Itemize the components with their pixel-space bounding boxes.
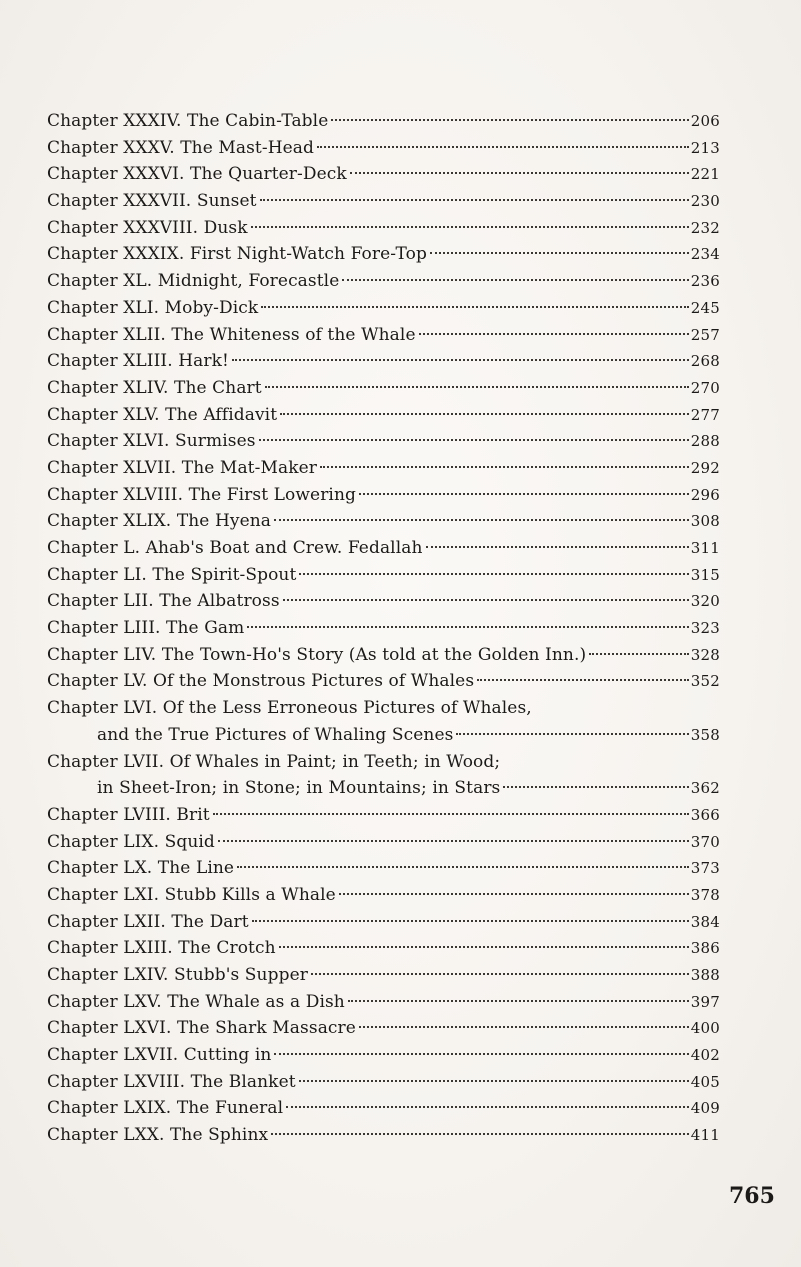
dot-leader bbox=[286, 1106, 689, 1108]
dot-leader bbox=[456, 733, 688, 735]
dot-leader bbox=[589, 653, 689, 655]
toc-entry bbox=[47, 428, 720, 455]
dot-leader bbox=[419, 333, 689, 335]
toc-entry bbox=[47, 375, 720, 402]
chapter-title: Chapter XXXV. The Mast-Head bbox=[47, 137, 315, 158]
chapter-page-number: 388 bbox=[690, 966, 720, 984]
chapter-title: Chapter XXXVIII. Dusk bbox=[47, 217, 248, 238]
toc-entry bbox=[47, 268, 720, 295]
toc-entry bbox=[47, 855, 720, 882]
dot-leader bbox=[503, 786, 688, 788]
chapter-title: Chapter LIII. The Gam bbox=[47, 618, 245, 639]
dot-leader bbox=[218, 840, 689, 842]
dot-leader bbox=[430, 252, 689, 254]
chapter-page-number: 234 bbox=[690, 245, 720, 264]
toc-entry bbox=[47, 482, 720, 509]
chapter-title: Chapter LVI. Of the Less Erroneous Pictures of Whales, bbox=[47, 698, 532, 719]
chapter-title: Chapter LII. The Albatross bbox=[47, 591, 280, 612]
chapter-title: in Sheet-Iron; in Stone; in Mountains; in Stars bbox=[97, 778, 501, 799]
dot-leader bbox=[232, 359, 689, 361]
chapter-page-number: 213 bbox=[690, 138, 720, 157]
toc-entry bbox=[47, 829, 720, 856]
toc-entry bbox=[47, 562, 720, 589]
toc-entry bbox=[47, 749, 720, 776]
dot-leader bbox=[274, 1053, 688, 1055]
chapter-title: Chapter LXIII. The Crotch bbox=[47, 938, 276, 959]
chapter-page-number: 245 bbox=[690, 298, 720, 317]
toc-entry bbox=[47, 508, 720, 535]
chapter-title: Chapter LVII. Of Whales in Paint; in Teeth; in Wood; bbox=[47, 751, 501, 772]
chapter-title: Chapter LXVI. The Shark Massacre bbox=[47, 1018, 356, 1039]
chapter-page-number: 378 bbox=[690, 885, 720, 904]
chapter-title: Chapter XLIII. Hark! bbox=[47, 351, 229, 372]
chapter-page-number: 405 bbox=[690, 1072, 720, 1091]
toc-entry bbox=[47, 1042, 720, 1069]
chapter-title: Chapter LIX. Squid bbox=[47, 831, 215, 852]
toc-entry bbox=[47, 695, 720, 722]
chapter-page-number: 277 bbox=[690, 405, 720, 424]
chapter-title: Chapter LI. The Spirit-Spout bbox=[47, 564, 297, 585]
chapter-title: Chapter XLIV. The Chart bbox=[47, 377, 262, 398]
chapter-title: Chapter XLVI. Surmises bbox=[47, 431, 256, 452]
toc-entry-continuation bbox=[47, 775, 720, 802]
chapter-page-number: 221 bbox=[690, 165, 720, 184]
toc-entry-continuation bbox=[47, 722, 720, 749]
dot-leader bbox=[280, 413, 689, 415]
chapter-title: Chapter XLV. The Affidavit bbox=[47, 404, 278, 425]
toc-entry bbox=[47, 295, 720, 322]
dot-leader bbox=[279, 946, 689, 948]
toc-entry bbox=[47, 322, 720, 349]
chapter-title: Chapter XL. Midnight, Forecastle bbox=[47, 271, 340, 292]
dot-leader bbox=[259, 439, 689, 441]
dot-leader bbox=[317, 146, 689, 148]
chapter-page-number: 328 bbox=[690, 645, 720, 664]
chapter-page-number: 411 bbox=[690, 1126, 720, 1145]
chapter-title: Chapter LXX. The Sphinx bbox=[47, 1125, 269, 1146]
chapter-title: Chapter L. Ahab's Boat and Crew. Fedallah bbox=[47, 538, 423, 558]
dot-leader bbox=[339, 893, 689, 895]
chapter-title: Chapter LXV. The Whale as a Dish bbox=[47, 991, 345, 1012]
chapter-title: Chapter LXIX. The Funeral bbox=[47, 1098, 284, 1119]
show-through-text bbox=[726, 100, 801, 1150]
chapter-page-number: 402 bbox=[690, 1046, 720, 1065]
toc-entry bbox=[47, 1069, 720, 1096]
chapter-page-number: 384 bbox=[690, 912, 720, 931]
chapter-page-number: 373 bbox=[690, 859, 720, 878]
chapter-page-number: 362 bbox=[690, 779, 720, 798]
chapter-title: Chapter LVIII. Brit bbox=[47, 804, 210, 825]
chapter-title: Chapter LXVIII. The Blanket bbox=[47, 1071, 296, 1092]
chapter-page-number: 409 bbox=[690, 1099, 720, 1118]
dot-leader bbox=[331, 119, 688, 121]
chapter-title: Chapter XXXVII. Sunset bbox=[47, 191, 257, 212]
toc-entry bbox=[47, 402, 720, 429]
dot-leader bbox=[426, 546, 689, 548]
chapter-title: Chapter LIV. The Town-Ho's Story (As told at the Golden Inn.) bbox=[47, 644, 587, 665]
toc-entry bbox=[47, 348, 720, 375]
chapter-title: Chapter XLVIII. The First Lowering bbox=[47, 484, 357, 505]
chapter-page-number: 292 bbox=[690, 458, 720, 477]
toc-entry bbox=[47, 668, 720, 695]
dot-leader bbox=[261, 306, 688, 308]
dot-leader bbox=[252, 920, 689, 922]
toc-entry bbox=[47, 802, 720, 829]
chapter-page-number: 308 bbox=[690, 512, 720, 531]
chapter-page-number: 288 bbox=[690, 432, 720, 451]
toc-entry bbox=[47, 1015, 720, 1042]
chapter-title: Chapter XLVII. The Mat-Maker bbox=[47, 457, 317, 478]
chapter-page-number: 370 bbox=[690, 832, 720, 851]
dot-leader bbox=[299, 1080, 689, 1082]
chapter-title: Chapter LX. The Line bbox=[47, 858, 235, 879]
toc-entry bbox=[47, 989, 720, 1016]
toc-entry bbox=[47, 588, 720, 615]
dot-leader bbox=[342, 279, 688, 281]
dot-leader bbox=[274, 519, 689, 521]
toc-entry bbox=[47, 1122, 720, 1149]
chapter-page-number: 386 bbox=[690, 939, 720, 958]
chapter-title: Chapter LXVII. Cutting in bbox=[47, 1045, 272, 1066]
toc-entry bbox=[47, 535, 720, 562]
toc-entry bbox=[47, 882, 720, 909]
dot-leader bbox=[359, 1026, 689, 1028]
toc-entry bbox=[47, 108, 720, 135]
page-number: 765 bbox=[729, 1183, 775, 1209]
chapter-page-number: 315 bbox=[690, 565, 720, 584]
chapter-title: Chapter LV. Of the Monstrous Pictures of Whales bbox=[47, 671, 475, 692]
dot-leader bbox=[251, 226, 689, 228]
chapter-page-number: 320 bbox=[690, 592, 720, 611]
chapter-page-number: 296 bbox=[690, 485, 720, 504]
dot-leader bbox=[350, 172, 689, 174]
dot-leader bbox=[213, 813, 689, 815]
toc-entry bbox=[47, 909, 720, 936]
chapter-page-number: 236 bbox=[690, 272, 720, 291]
chapter-page-number: 206 bbox=[690, 112, 720, 130]
toc-entry bbox=[47, 935, 720, 962]
chapter-title: Chapter XLIX. The Hyena bbox=[47, 511, 272, 532]
chapter-title: Chapter XLI. Moby-Dick bbox=[47, 297, 259, 318]
dot-leader bbox=[348, 1000, 689, 1002]
dot-leader bbox=[283, 599, 689, 601]
toc-entry bbox=[47, 241, 720, 268]
chapter-page-number: 352 bbox=[690, 672, 720, 691]
chapter-page-number: 270 bbox=[690, 378, 720, 397]
chapter-title: Chapter LXIV. Stubb's Supper bbox=[47, 965, 308, 985]
dot-leader bbox=[271, 1133, 689, 1135]
chapter-title: Chapter XLII. The Whiteness of the Whale bbox=[47, 324, 416, 345]
toc-entry bbox=[47, 215, 720, 242]
dot-leader bbox=[260, 199, 689, 201]
dot-leader bbox=[299, 573, 688, 575]
chapter-title: Chapter LXII. The Dart bbox=[47, 911, 249, 932]
toc-entry bbox=[47, 188, 720, 215]
chapter-title: and the True Pictures of Whaling Scenes bbox=[97, 724, 454, 745]
chapter-page-number: 323 bbox=[690, 619, 720, 638]
dot-leader bbox=[247, 626, 688, 628]
dot-leader bbox=[265, 386, 689, 388]
chapter-page-number: 366 bbox=[690, 805, 720, 824]
toc-entry bbox=[47, 642, 720, 669]
toc-entry bbox=[47, 455, 720, 482]
chapter-page-number: 400 bbox=[690, 1019, 720, 1038]
toc-entry bbox=[47, 1095, 720, 1122]
dot-leader bbox=[311, 973, 689, 975]
dot-leader bbox=[320, 466, 689, 468]
toc-entry bbox=[47, 962, 720, 989]
chapter-title: Chapter LXI. Stubb Kills a Whale bbox=[47, 884, 336, 905]
table-of-contents bbox=[47, 108, 720, 1149]
chapter-title: Chapter XXXIX. First Night-Watch Fore-Top bbox=[47, 244, 427, 265]
chapter-page-number: 268 bbox=[690, 352, 720, 371]
chapter-page-number: 358 bbox=[690, 725, 720, 744]
dot-leader bbox=[237, 866, 689, 868]
chapter-page-number: 232 bbox=[690, 218, 720, 237]
chapter-page-number: 311 bbox=[690, 539, 720, 557]
toc-entry bbox=[47, 615, 720, 642]
toc-entry bbox=[47, 135, 720, 162]
chapter-title: Chapter XXXVI. The Quarter-Deck bbox=[47, 164, 347, 185]
dot-leader bbox=[477, 679, 689, 681]
chapter-page-number: 230 bbox=[690, 192, 720, 211]
dot-leader bbox=[359, 493, 689, 495]
toc-entry bbox=[47, 161, 720, 188]
chapter-page-number: 397 bbox=[690, 992, 720, 1011]
chapter-page-number: 257 bbox=[690, 325, 720, 344]
chapter-title: Chapter XXXIV. The Cabin-Table bbox=[47, 111, 329, 131]
